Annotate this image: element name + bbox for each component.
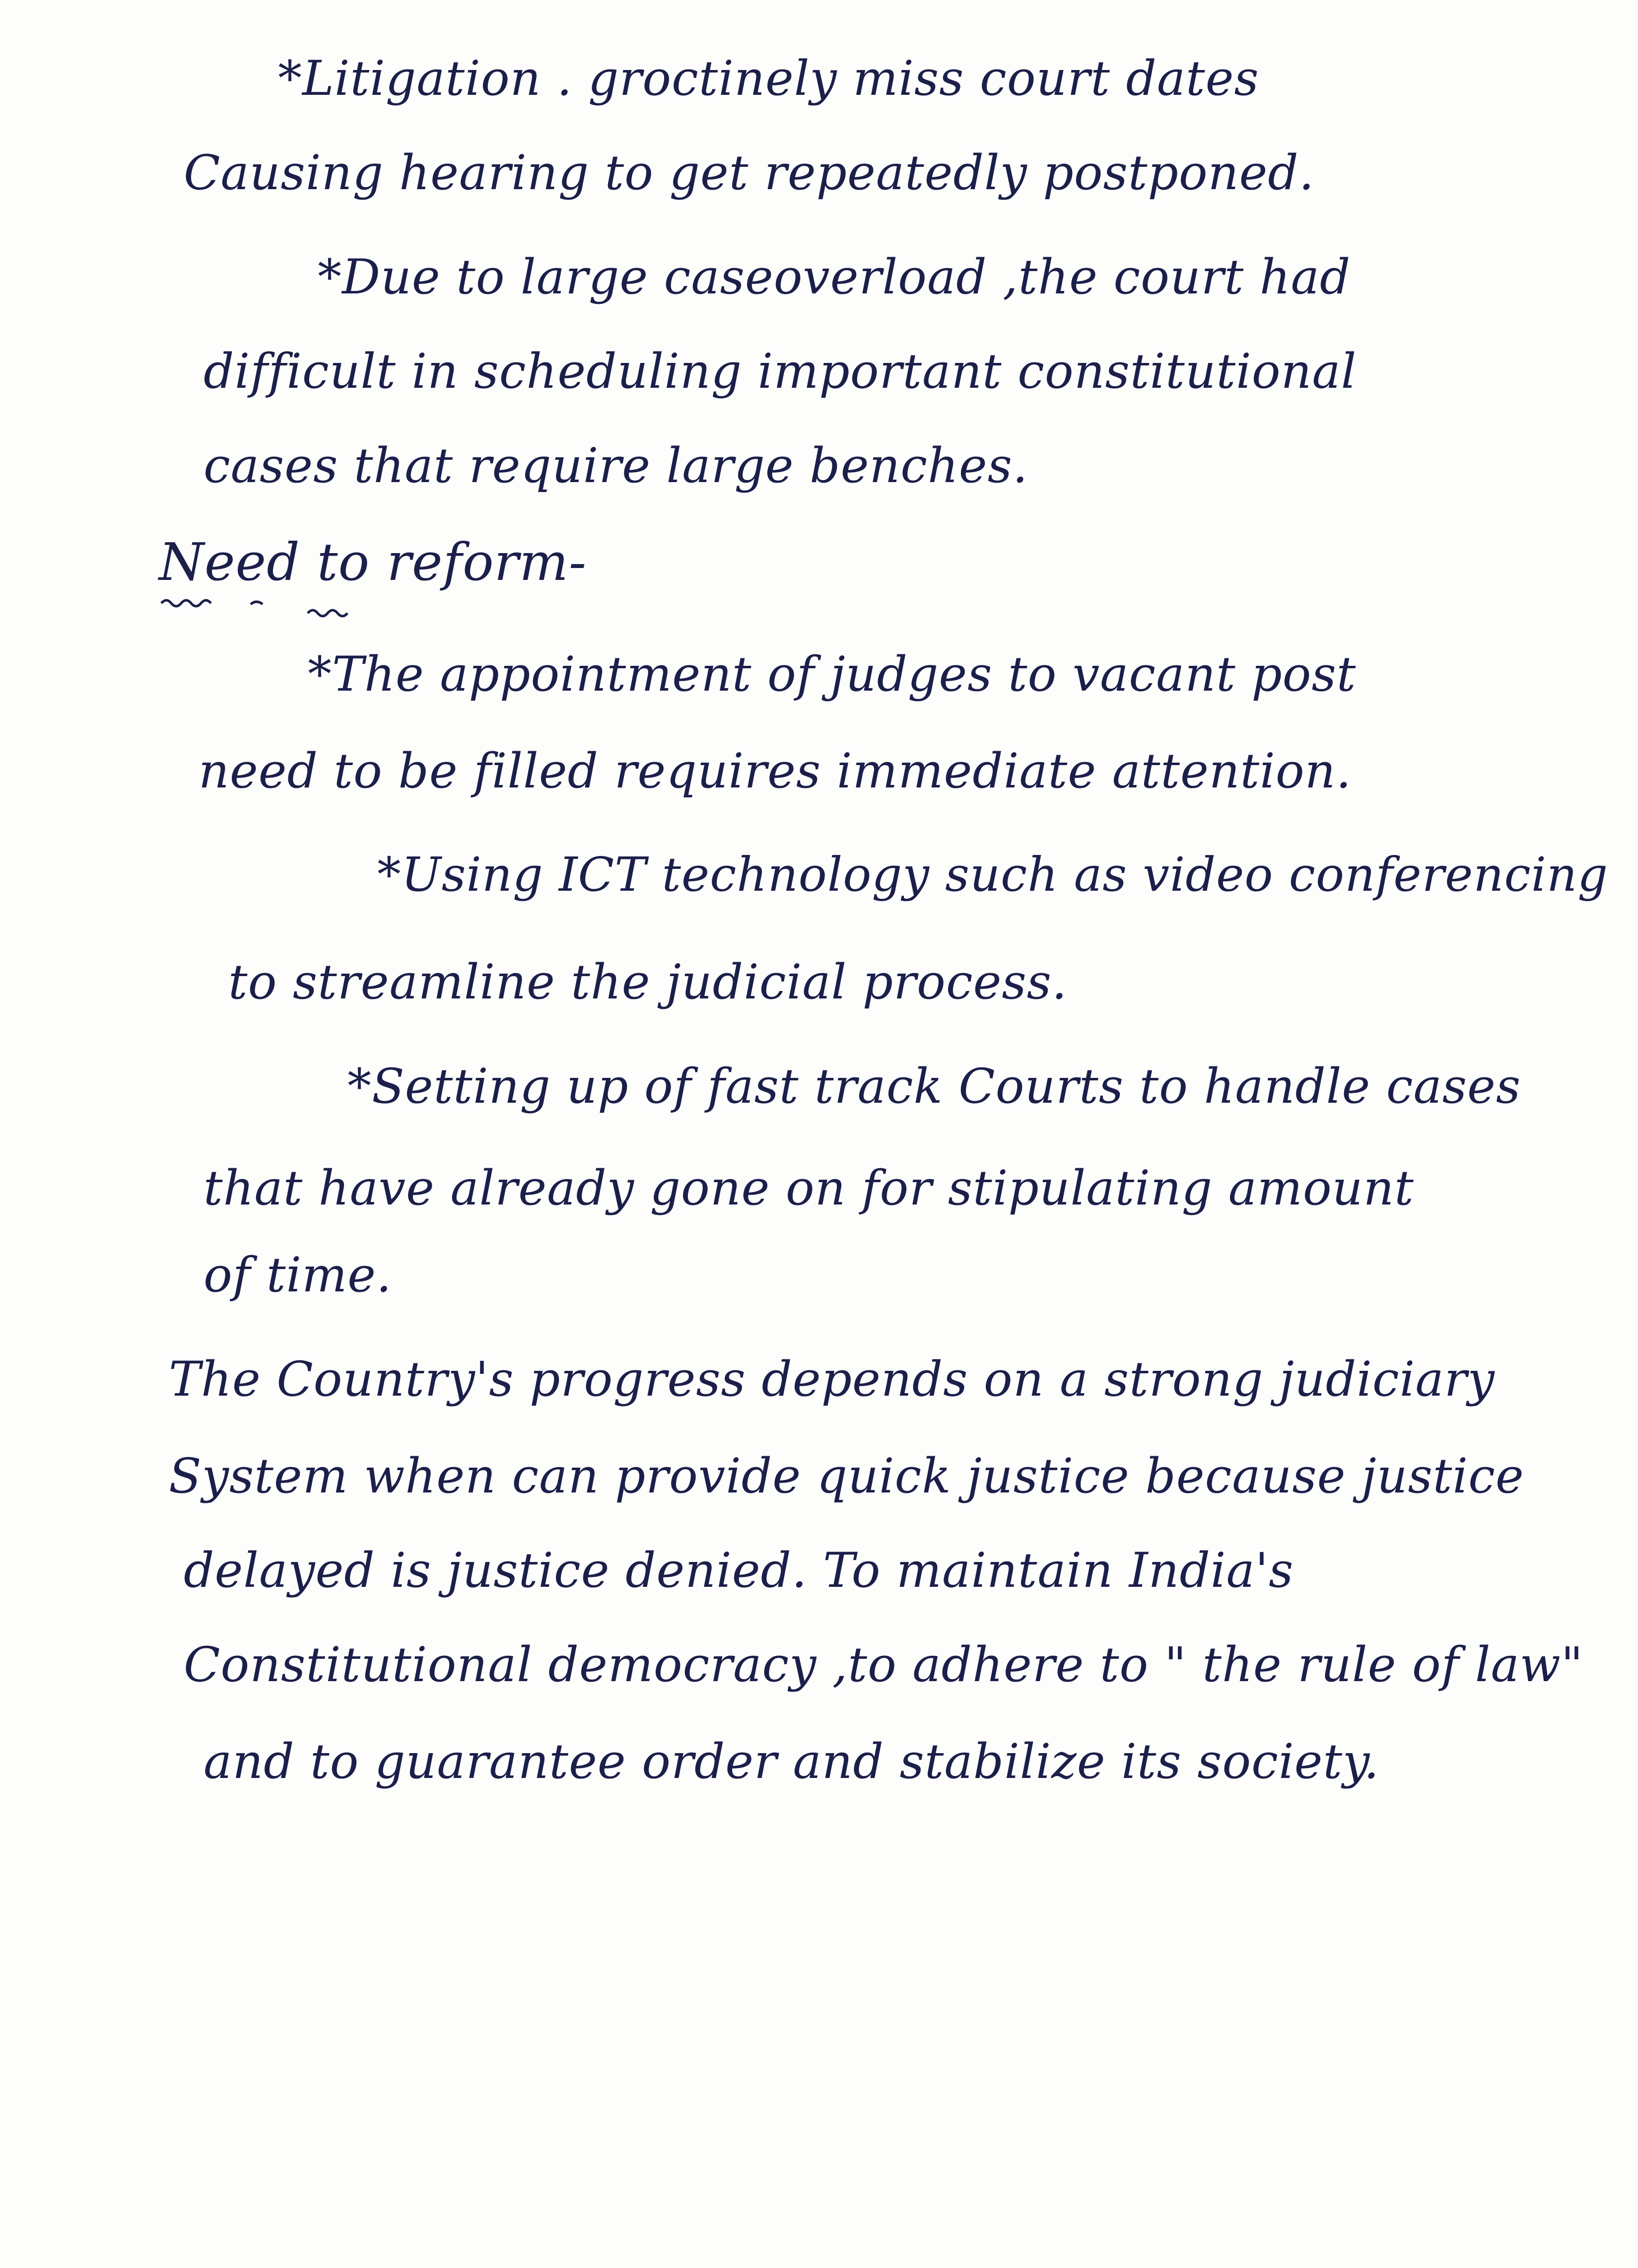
text-line-10: *Setting up of fast track Courts to handle cases: [347, 1059, 1521, 1114]
text-line-3: *Due to large caseoverload ,the court had: [318, 249, 1351, 305]
text-line-6: *The appointment of judges to vacant post: [308, 646, 1357, 702]
text-line-14: System when can provide quick justice because justice: [169, 1448, 1524, 1504]
text-line-9: to streamline the judicial process.: [228, 954, 1068, 1010]
text-line-8: *Using ICT technology such as video conferencing: [377, 848, 1609, 902]
text-line-11: that have already gone on for stipulating amount: [204, 1160, 1414, 1216]
text-line-12: of time.: [204, 1247, 392, 1303]
text-line-17: and to guarantee order and stabilize its society.: [204, 1734, 1380, 1789]
text-line-5: cases that require large benches.: [204, 438, 1028, 494]
text-line-2: Causing hearing to get repeatedly postponed.: [184, 145, 1315, 201]
text-line-4: difficult in scheduling important constitutional: [204, 344, 1357, 399]
heading-underline: [159, 593, 437, 618]
text-line-13: The Country's progress depends on a strong judiciary: [169, 1351, 1495, 1407]
text-line-7: need to be filled requires immediate attention.: [199, 743, 1352, 799]
text-line-1: *Litigation . groctinely miss court dates: [278, 51, 1259, 106]
text-line-16: Constitutional democracy ,to adhere to " the rule of law": [184, 1637, 1583, 1693]
section-heading: Need to reform-: [159, 532, 587, 592]
text-line-15: delayed is justice denied. To maintain India's: [184, 1543, 1294, 1598]
